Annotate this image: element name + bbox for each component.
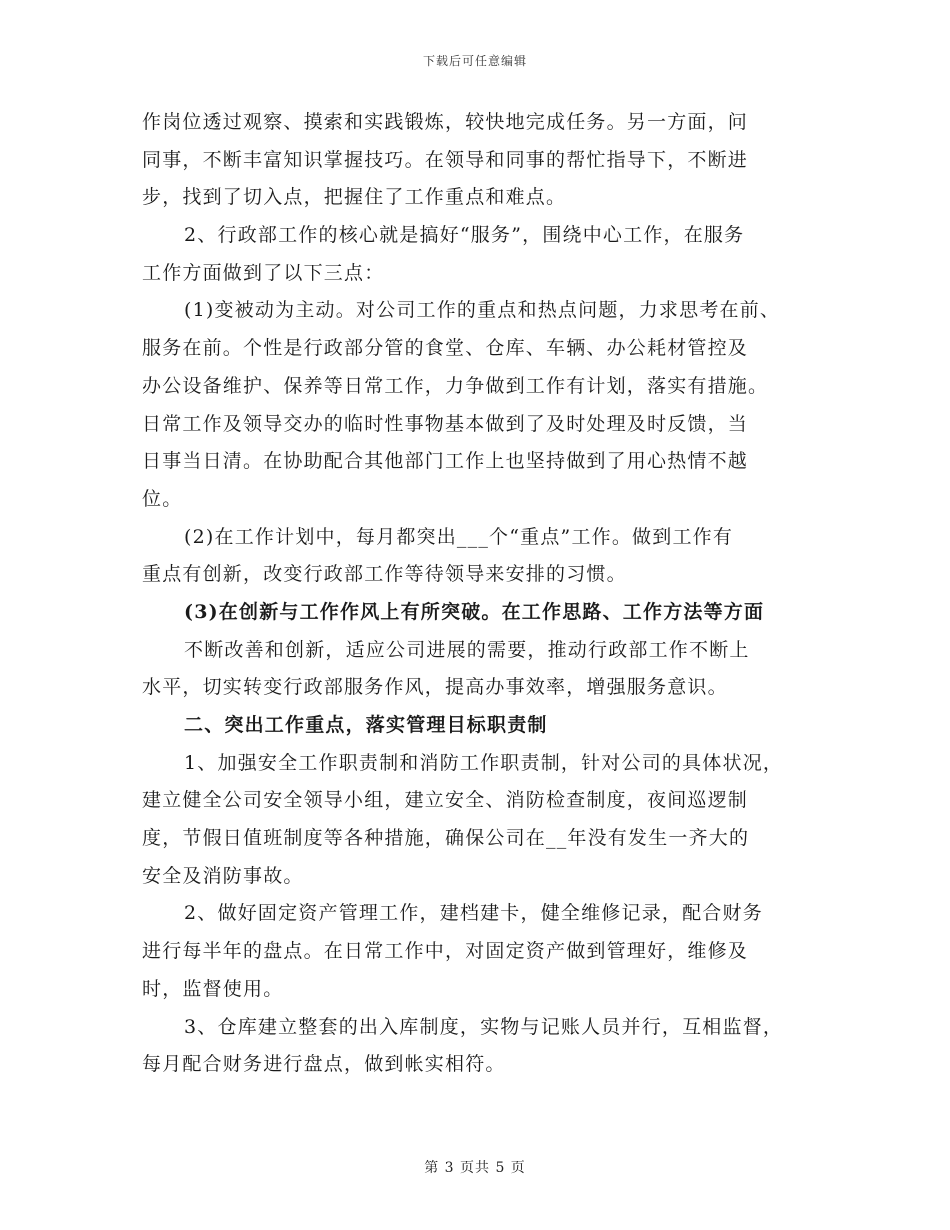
text-line: 位。: [142, 487, 183, 510]
text-line: 安全及消防事故。: [142, 864, 304, 887]
text-line: (1)变被动为主动。对公司工作的重点和热点问题，力求思考在前、: [184, 299, 781, 322]
document-body: [142, 104, 832, 1084]
text-line: 作岗位透过观察、摸索和实践锻炼，较快地完成任务。另一方面，问: [142, 111, 749, 133]
page-header: 下载后可任意编辑: [422, 54, 527, 68]
text-line: 2、行政部工作的核心就是搞好“服务”，围绕中心工作，在服务: [184, 224, 745, 247]
text-line: 重点有创新，改变行政部工作等待领导来安排的习惯。: [142, 563, 627, 586]
text-line: 日常工作及领导交办的临时性事物基本做到了及时处理及时反馈，当: [142, 412, 749, 435]
text-line: 2、做好固定资产管理工作，建档建卡，健全维修记录，配合财务: [184, 902, 763, 925]
text-line: 建立健全公司安全领导小组，建立安全、消防检查制度，夜间巡逻制: [142, 789, 749, 812]
text-line: 办公设备维护、保养等日常工作，力争做到工作有计划，落实有措施。: [142, 374, 769, 397]
text-line: (2)在工作计划中，每月都突出___个“重点”工作。做到工作有: [184, 525, 734, 548]
text-line: 二、突出工作重点，落实管理目标职责制: [184, 714, 548, 736]
text-line: 不断改善和创新，适应公司进展的需要，推动行政部工作不断上: [184, 638, 750, 661]
page-number-footer: 第 3 页共 5 页: [424, 1160, 526, 1176]
text-line: 度，节假日值班制度等各种措施，确保公司在__年没有发生一齐大的: [142, 827, 750, 850]
text-line: 每月配合财务进行盘点，做到帐实相符。: [142, 1053, 506, 1076]
text-line: 服务在前。个性是行政部分管的食堂、仓库、车辆、办公耗材管控及: [142, 337, 749, 360]
text-line: 1、加强安全工作职责制和消防工作职责制，针对公司的具体状况，: [184, 751, 784, 774]
text-line: 水平，切实转变行政部服务作风，提高办事效率，增强服务意识。: [142, 676, 728, 699]
text-line: 时，监督使用。: [142, 977, 284, 1000]
text-line: 步，找到了切入点，把握住了工作重点和难点。: [142, 186, 567, 209]
text-line: 日事当日清。在协助配合其他部门工作上也坚持做到了用心热情不越: [142, 450, 749, 473]
text-line: 进行每半年的盘点。在日常工作中，对固定资产做到管理好，维修及: [142, 940, 749, 963]
text-line: 3、仓库建立整套的出入库制度，实物与记账人员并行，互相监督，: [184, 1015, 784, 1038]
text-line: 工作方面做到了以下三点：: [142, 261, 385, 284]
text-line: (3)在创新与工作作风上有所突破。在工作思路、工作方法等方面: [184, 600, 765, 623]
text-line: 同事，不断丰富知识掌握技巧。在领导和同事的帮忙指导下，不断进: [142, 148, 749, 171]
